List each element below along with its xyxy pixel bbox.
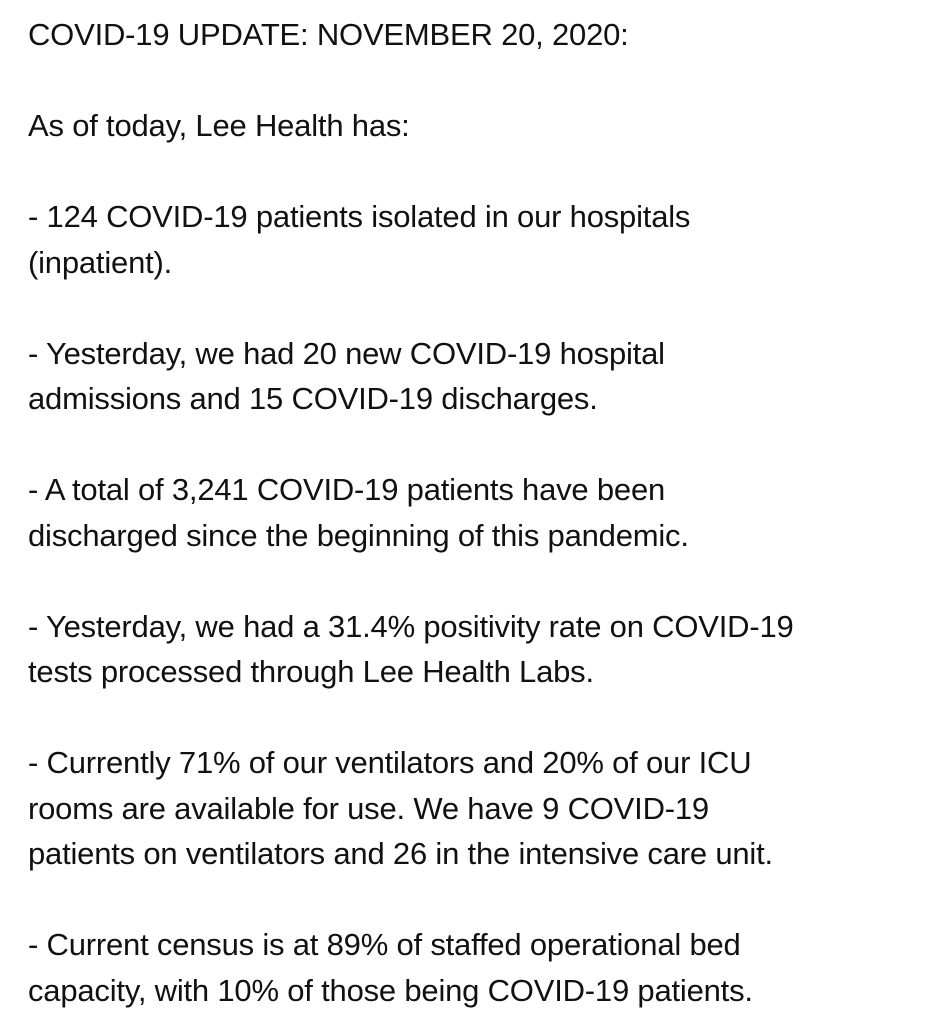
item-line: admissions and 15 COVID-19 discharges. — [28, 381, 598, 416]
item-line: tests processed through Lee Health Labs. — [28, 654, 594, 689]
item-line: - Yesterday, we had 20 new COVID-19 hospital — [28, 335, 665, 371]
update-title: COVID-19 UPDATE: NOVEMBER 20, 2020: — [28, 17, 629, 52]
spacer — [28, 558, 928, 604]
spacer — [28, 695, 928, 741]
spacer — [28, 422, 928, 468]
intro-text: As of today, Lee Health has: — [28, 108, 410, 143]
item-line: patients on ventilators and 26 in the intensive care unit. — [28, 836, 773, 871]
item-ventilators-icu — [28, 740, 928, 877]
update-document — [28, 12, 928, 1013]
item-line: - Currently 71% of our ventilators and 20% of our ICU — [28, 745, 752, 780]
item-line: - Current census is at 89% of staffed operational bed — [28, 927, 741, 962]
spacer — [28, 58, 928, 104]
item-census — [28, 922, 928, 1013]
item-line: capacity, with 10% of those being COVID-19 patients. — [28, 972, 753, 1008]
item-line: - 124 COVID-19 patients isolated in our hospitals — [28, 199, 691, 234]
spacer — [28, 149, 928, 195]
item-total-discharged — [28, 467, 928, 558]
item-line: rooms are available for use. We have 9 COVID-19 — [28, 790, 709, 826]
item-line: - Yesterday, we had a 31.4% positivity rate on COVID-19 — [28, 608, 794, 644]
item-positivity-rate — [28, 604, 928, 695]
spacer — [28, 285, 928, 331]
item-admissions-discharges — [28, 331, 928, 422]
item-line: discharged since the beginning of this pandemic. — [28, 517, 689, 553]
item-line: (inpatient). — [28, 244, 173, 280]
item-patients-isolated — [28, 194, 928, 285]
item-line: - A total of 3,241 COVID-19 patients have been — [28, 472, 666, 507]
spacer — [28, 877, 928, 923]
